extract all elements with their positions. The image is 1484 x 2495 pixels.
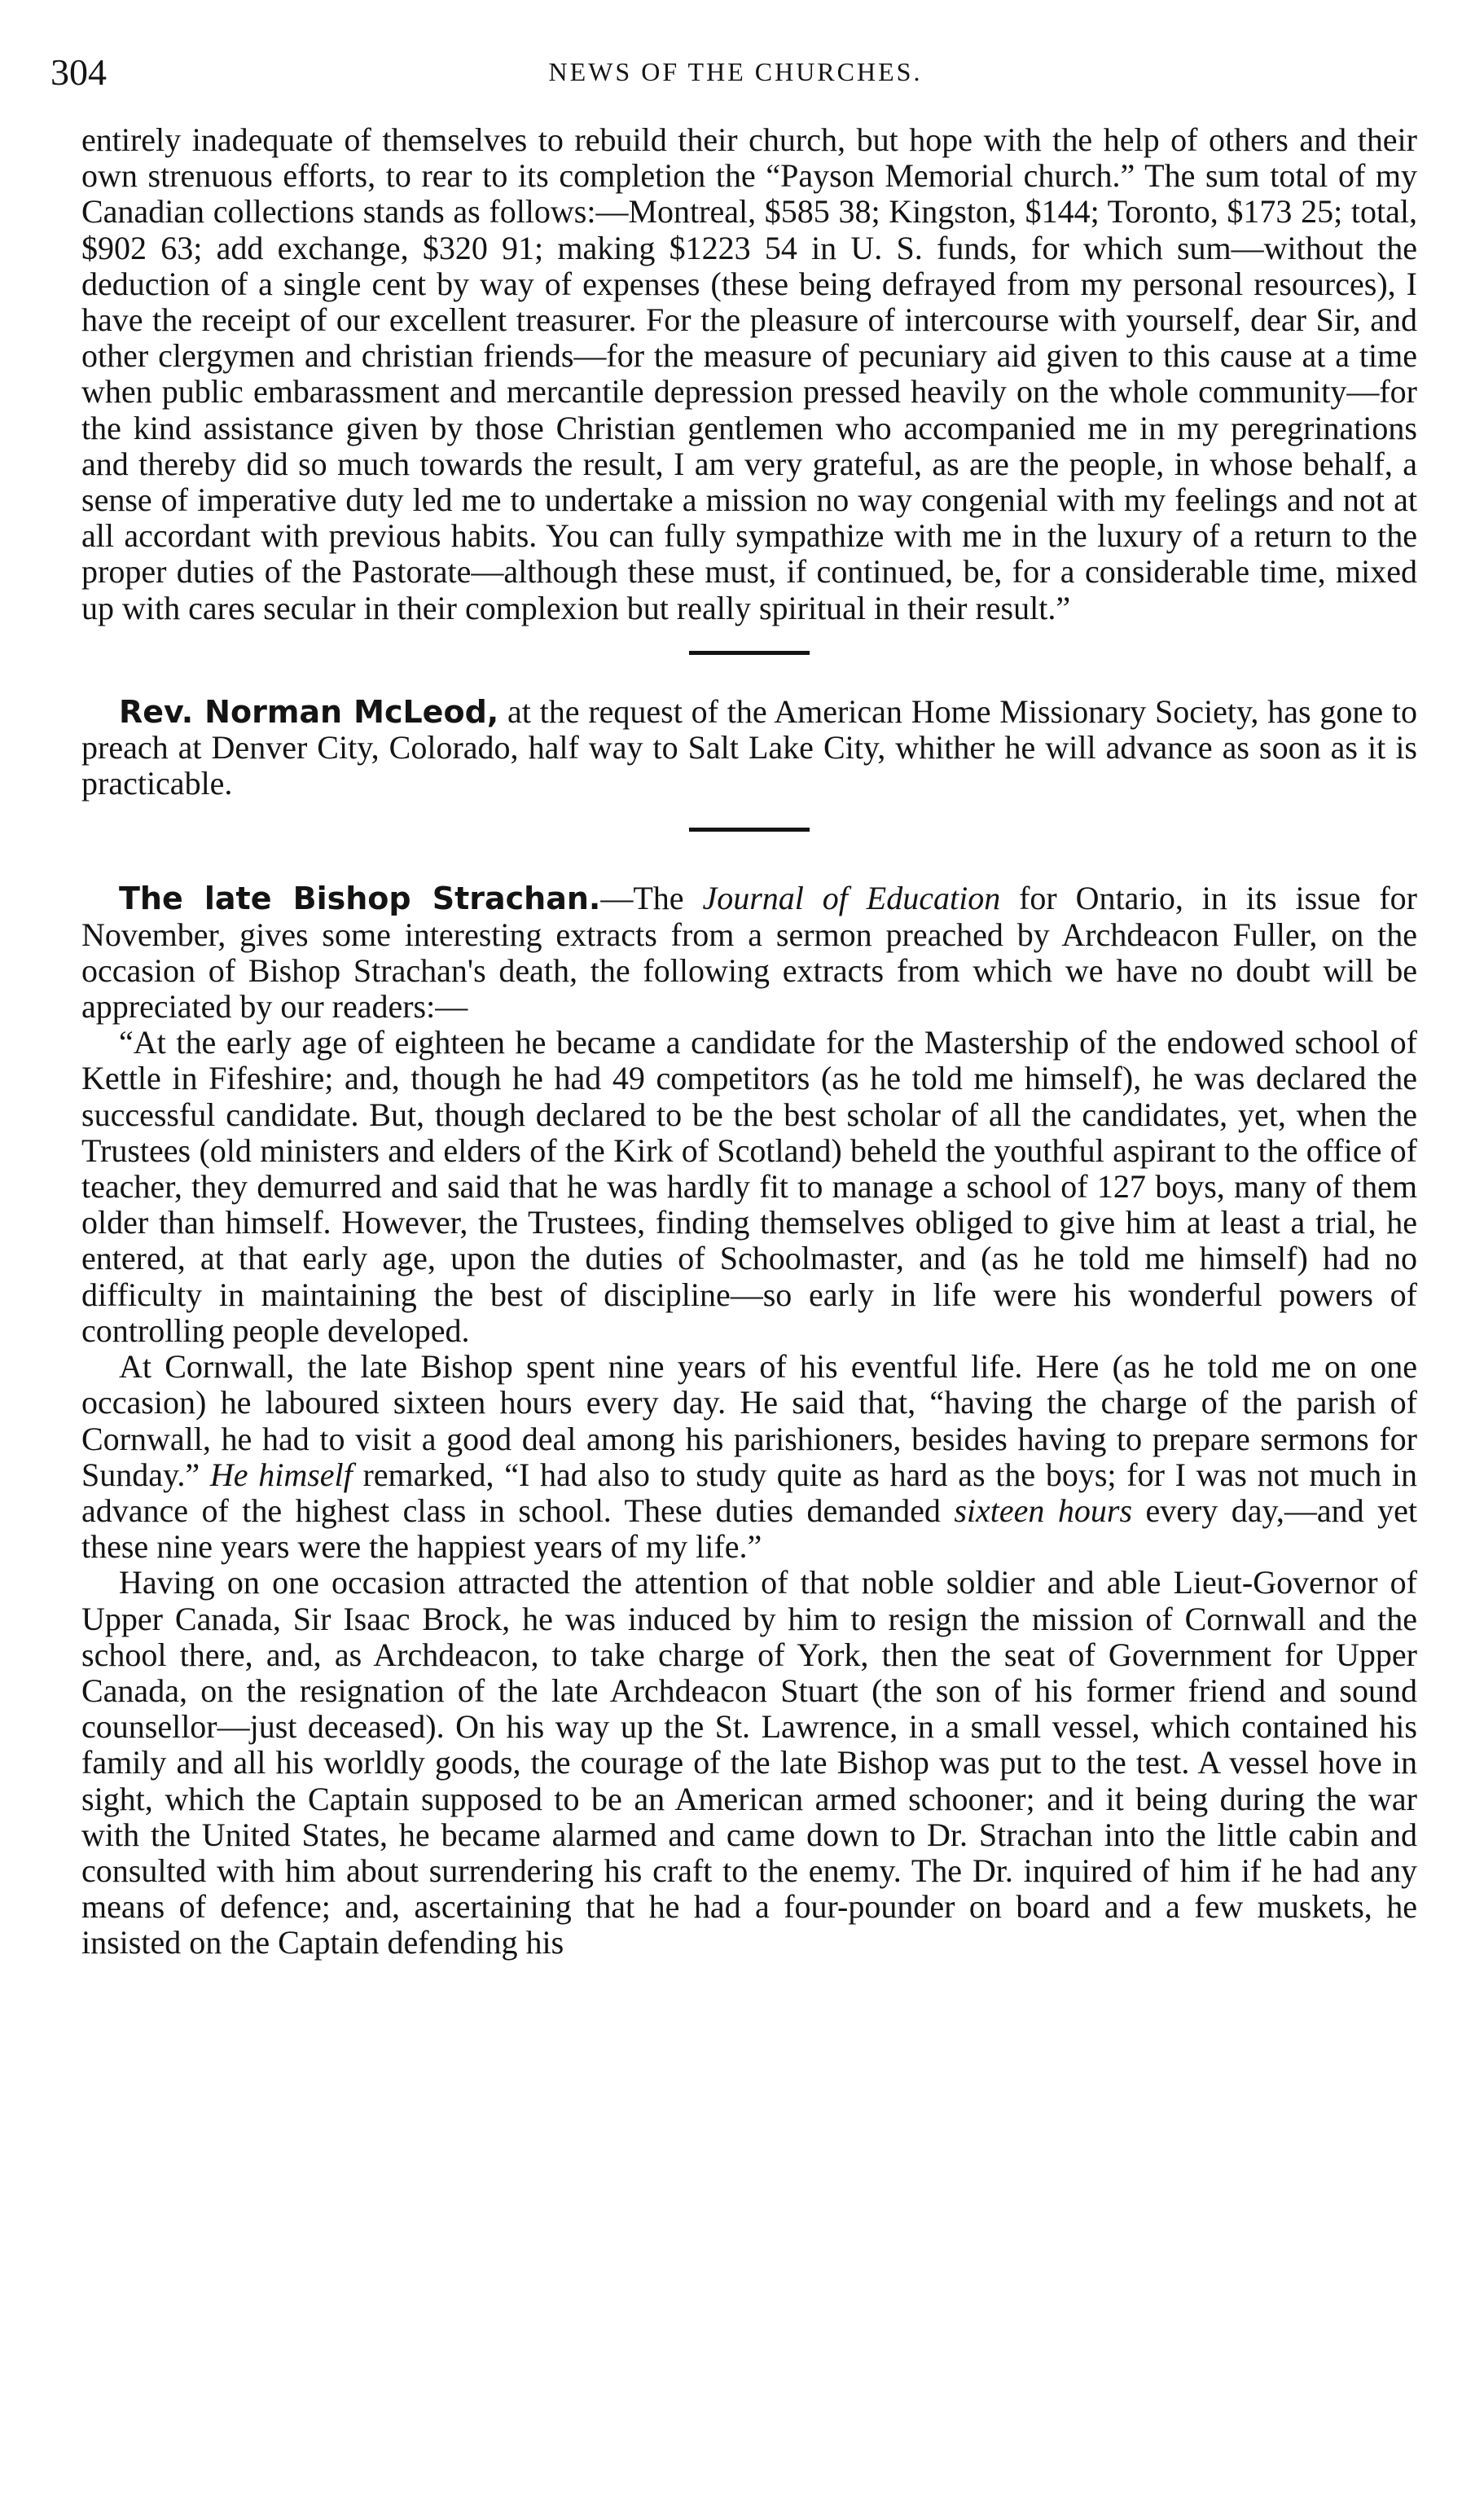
section-divider <box>689 828 810 832</box>
strachan-intro-text-b: for Ontario, in its issue for November, gives some interesting extracts from a sermon preached by Archdeacon Fuller, on the occasion of Bishop Strachan's death, the following extracts from which we have no doubt will be appreciated by our readers:— <box>81 880 1417 1026</box>
mcleod-heading: Rev. Norman McLeod, <box>119 693 499 730</box>
strachan-paragraph-1: “At the early age of eighteen he became a candidate for the Mastership of the endowed school of Kettle in Fifeshire; and, though he had 49 competitors (as he told me himself), he was declared the successful candidate. But, though declared to be the best scholar of all the candidates, yet, when the Trustees (old ministers and elders of the Kirk of Scotland) beheld the youthful aspirant to the office of teacher, they demurred and said that he was hardly fit to manage a school of 127 boys, many of them older than himself. However, the Trustees, finding themselves obliged to give him at least a trial, he entered, at that early age, upon the duties of Schoolmaster, and (as he told me himself) had no difficulty in maintaining the best of discipline—so early in life were his wonderful powers of controlling people developed. <box>81 1024 1417 1349</box>
strachan-intro-text-a: —The <box>600 880 703 917</box>
strachan-heading: The late Bishop Strachan. <box>119 881 601 917</box>
strachan-intro <box>81 881 1417 1025</box>
section-divider <box>689 651 810 655</box>
strachan-paragraph-2 <box>81 1349 1417 1565</box>
strachan-p2-text-b: remarked, “I had also to study quite as hard as the boys; for I was not much in advance of the highest class in school. These duties demanded <box>81 1456 1418 1529</box>
letter-continuation-paragraph: entirely inadequate of themselves to rebuild their church, but hope with the help of others and their own strenuous efforts, to rear to its completion the “Payson Memorial church.” The sum total of my Canadian collections stands as follows:—Montreal, $585 38; Kingston, $144; Toronto, $173 25; total, $902 63; add exchange, $320 91; making $1223 54 in U. S. funds, for which sum—without the deduction of a single cent by way of expenses (these being defrayed from my personal resources), I have the receipt of our excellent treasurer. For the pleasure of intercourse with yourself, dear Sir, and other clergymen and christian friends—for the measure of pecuniary aid given to this cause at a time when public embarassment and mercantile depression pressed heavily on the whole community—for the kind assistance given by those Christian gentlemen who accompanied me in my peregrinations and thereby did so much towards the result, I am very grateful, as are the people, in whose behalf, a sense of imperative duty led me to undertake a mission no way congenial with my feelings and not at all accordant with previous habits. You can fully sympathize with me in the luxury of a return to the proper duties of the Pastorate—although these must, if continued, be, for a considerable time, mixed up with cares secular in their complexion but really spiritual in their result.” <box>81 121 1417 626</box>
mcleod-notice <box>81 694 1417 802</box>
strachan-p2-italic-he: He himself <box>209 1456 353 1493</box>
article-body <box>81 122 1417 1961</box>
strachan-p2-text-a: At Cornwall, the late Bishop spent nine years of his eventful life. Here (as he told me on one occasion) he laboured sixteen hours every day. He said that, “having the charge of the parish of Cornwall, he had to visit a good deal among his parishioners, besides having to prepare sermons for Sunday.” <box>81 1348 1417 1493</box>
journal-title: Journal of Education <box>702 880 1001 917</box>
page-number: 304 <box>50 51 107 93</box>
running-head: NEWS OF THE CHURCHES. <box>548 57 923 86</box>
mcleod-text: at the request of the American Home Missionary Society, has gone to preach at Denver City, Colorado, half way to Salt Lake City, whither he will advance as soon as it is practicable. <box>81 692 1417 802</box>
strachan-paragraph-3: Having on one occasion attracted the attention of that noble soldier and able Lieut-Governor of Upper Canada, Sir Isaac Brock, he was induced by him to resign the mission of Cornwall and the school there, and, as Archdeacon, to take charge of York, then the seat of Government for Upper Canada, on the resignation of the late Archdeacon Stuart (the son of his former friend and sound counsellor—just deceased). On his way up the St. Lawrence, in a small vessel, which contained his family and all his worldly goods, the courage of the late Bishop was put to the test. A vessel hove in sight, which the Captain supposed to be an American armed schooner; and it being during the war with the United States, he became alarmed and came down to Dr. Strachan into the little cabin and consulted with him about surrendering his craft to the enemy. The Dr. inquired of him if he had any means of defence; and, ascertaining that he had a four-pounder on board and a few muskets, he insisted on the Captain defending his <box>81 1564 1417 1961</box>
strachan-p2-italic-hours: sixteen hours <box>954 1491 1133 1529</box>
strachan-p2-text-c: every day,—and yet these nine years were the happiest years of my life.” <box>81 1491 1418 1566</box>
page-header <box>50 51 1420 99</box>
